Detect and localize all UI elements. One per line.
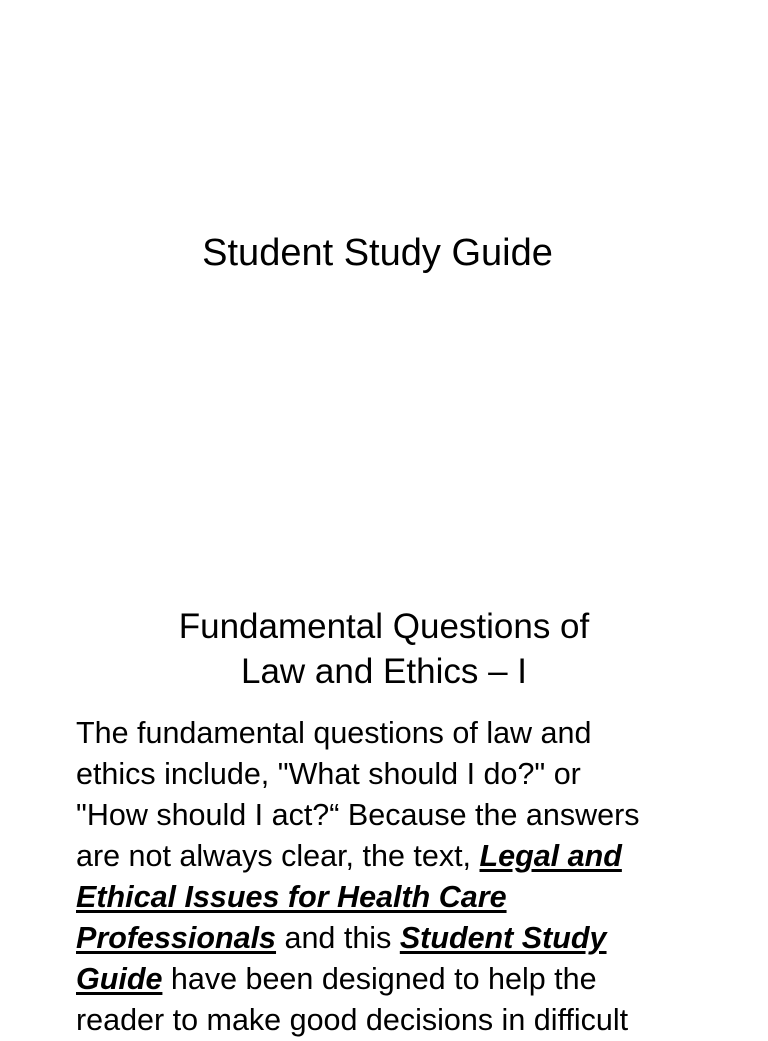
paragraph-line: reader to make good decisions in difficult bbox=[76, 1003, 629, 1037]
study-guide-emphasis: Student Study bbox=[399, 921, 607, 955]
paragraph-line bbox=[76, 877, 736, 918]
section-heading-line-2: Law and Ethics – I bbox=[241, 652, 527, 691]
paragraph-line: The fundamental questions of law and bbox=[76, 716, 592, 750]
book-title-emphasis: Professionals bbox=[76, 921, 277, 955]
paragraph-text: and this bbox=[276, 921, 400, 955]
paragraph-line bbox=[76, 959, 736, 1000]
paragraph-text: are not always clear, the text, bbox=[76, 839, 480, 873]
body-paragraph bbox=[76, 713, 736, 1041]
slide-title: Student Study Guide bbox=[202, 232, 553, 274]
section-heading bbox=[0, 604, 768, 694]
book-title-emphasis: Legal and bbox=[479, 839, 622, 873]
paragraph-line: "How should I act?“ Because the answers bbox=[76, 798, 640, 832]
section-heading-line-1: Fundamental Questions of bbox=[178, 607, 590, 646]
paragraph-text: have been designed to help the bbox=[162, 962, 597, 996]
book-title-emphasis: Ethical Issues for Health Care bbox=[76, 880, 507, 914]
paragraph-line: ethics include, "What should I do?" or bbox=[76, 757, 581, 791]
paragraph-line bbox=[76, 918, 736, 959]
study-guide-emphasis: Guide bbox=[76, 962, 163, 996]
paragraph-line bbox=[76, 836, 736, 877]
